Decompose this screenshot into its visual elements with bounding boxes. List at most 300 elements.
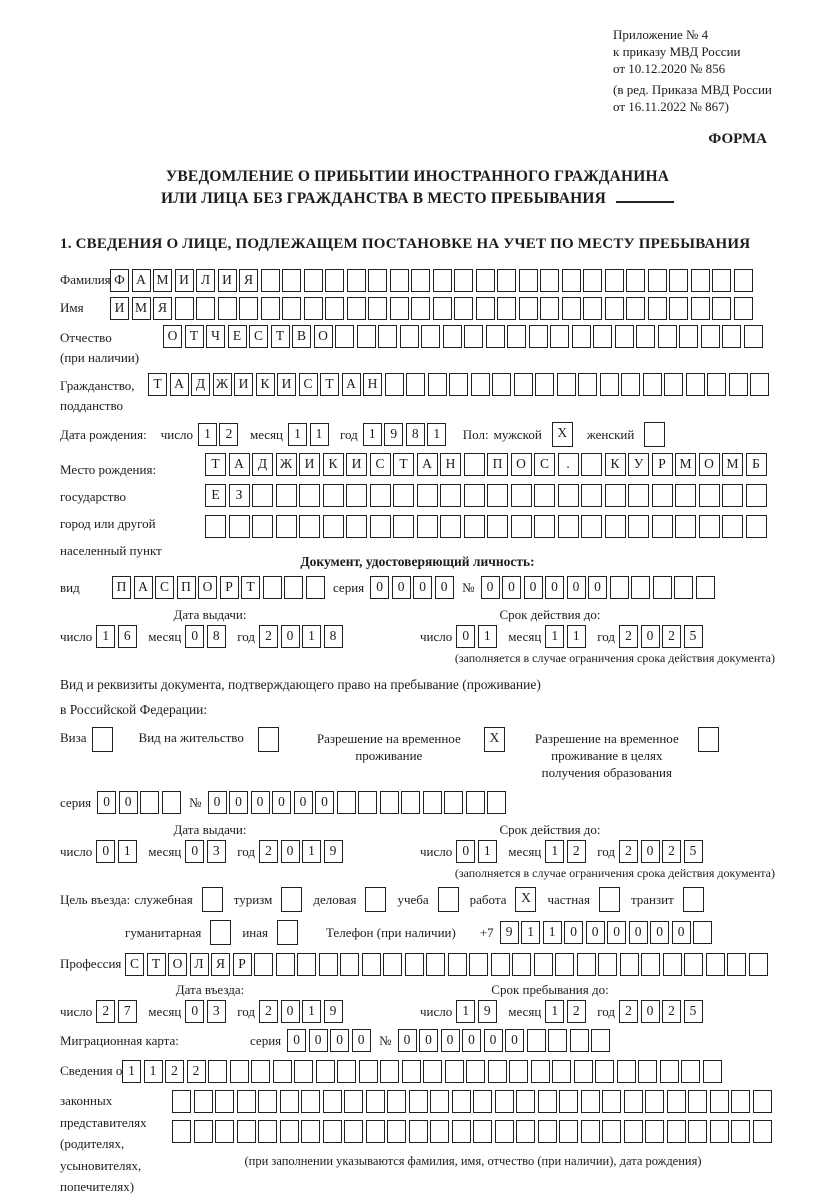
char-cell[interactable] bbox=[559, 1120, 578, 1143]
char-cell[interactable] bbox=[284, 576, 303, 599]
char-cell[interactable]: 0 bbox=[502, 576, 521, 599]
char-cell[interactable]: 0 bbox=[441, 1029, 460, 1052]
char-cell[interactable] bbox=[602, 1120, 621, 1143]
doc-issue-month-cells[interactable] bbox=[185, 625, 228, 648]
char-cell[interactable]: 0 bbox=[185, 625, 204, 648]
char-cell[interactable]: 9 bbox=[478, 1000, 497, 1023]
char-cell[interactable]: 1 bbox=[302, 840, 321, 863]
char-cell[interactable] bbox=[495, 1120, 514, 1143]
char-cell[interactable] bbox=[674, 576, 693, 599]
char-cell[interactable] bbox=[421, 325, 440, 348]
char-cell[interactable] bbox=[358, 791, 377, 814]
char-cell[interactable]: 0 bbox=[413, 576, 432, 599]
char-cell[interactable]: Р bbox=[233, 953, 252, 976]
char-cell[interactable] bbox=[706, 953, 725, 976]
char-cell[interactable]: 2 bbox=[619, 840, 638, 863]
char-cell[interactable] bbox=[261, 297, 280, 320]
char-cell[interactable]: Т bbox=[147, 953, 166, 976]
char-cell[interactable]: 1 bbox=[567, 625, 586, 648]
char-cell[interactable] bbox=[409, 1120, 428, 1143]
char-cell[interactable] bbox=[744, 325, 763, 348]
char-cell[interactable] bbox=[548, 1029, 567, 1052]
char-cell[interactable] bbox=[538, 1120, 557, 1143]
char-cell[interactable]: 1 bbox=[545, 625, 564, 648]
char-cell[interactable] bbox=[683, 887, 704, 912]
char-cell[interactable] bbox=[648, 297, 667, 320]
stay-until-month-cells[interactable] bbox=[545, 1000, 588, 1023]
char-cell[interactable] bbox=[679, 325, 698, 348]
char-cell[interactable] bbox=[644, 422, 665, 447]
char-cell[interactable]: 1 bbox=[478, 840, 497, 863]
char-cell[interactable] bbox=[162, 791, 181, 814]
char-cell[interactable] bbox=[276, 953, 295, 976]
char-cell[interactable]: Ж bbox=[276, 453, 297, 476]
char-cell[interactable] bbox=[464, 515, 485, 538]
char-cell[interactable] bbox=[562, 297, 581, 320]
profession-cells[interactable] bbox=[125, 953, 770, 976]
char-cell[interactable] bbox=[452, 1120, 471, 1143]
char-cell[interactable]: 2 bbox=[662, 1000, 681, 1023]
char-cell[interactable] bbox=[628, 484, 649, 507]
migration-series-cells[interactable] bbox=[287, 1029, 373, 1052]
char-cell[interactable] bbox=[337, 791, 356, 814]
char-cell[interactable] bbox=[550, 325, 569, 348]
char-cell[interactable] bbox=[712, 269, 731, 292]
char-cell[interactable] bbox=[750, 373, 769, 396]
char-cell[interactable] bbox=[405, 953, 424, 976]
char-cell[interactable]: 0 bbox=[398, 1029, 417, 1052]
char-cell[interactable] bbox=[626, 269, 645, 292]
char-cell[interactable] bbox=[252, 484, 273, 507]
char-cell[interactable]: . bbox=[558, 453, 579, 476]
char-cell[interactable] bbox=[535, 373, 554, 396]
char-cell[interactable]: С bbox=[370, 453, 391, 476]
char-cell[interactable] bbox=[511, 484, 532, 507]
char-cell[interactable] bbox=[411, 297, 430, 320]
char-cell[interactable]: 1 bbox=[545, 1000, 564, 1023]
char-cell[interactable] bbox=[710, 1090, 729, 1113]
stay-until-year-cells[interactable] bbox=[619, 1000, 705, 1023]
char-cell[interactable]: Т bbox=[393, 453, 414, 476]
char-cell[interactable]: В bbox=[292, 325, 311, 348]
char-cell[interactable]: 2 bbox=[662, 840, 681, 863]
given-name-cells[interactable] bbox=[110, 297, 755, 320]
char-cell[interactable] bbox=[684, 953, 703, 976]
char-cell[interactable]: Ч bbox=[206, 325, 225, 348]
char-cell[interactable]: 5 bbox=[684, 840, 703, 863]
char-cell[interactable] bbox=[681, 1060, 700, 1083]
stay-valid-month-cells[interactable] bbox=[545, 840, 588, 863]
char-cell[interactable] bbox=[387, 1090, 406, 1113]
char-cell[interactable]: 6 bbox=[118, 625, 137, 648]
char-cell[interactable] bbox=[473, 1090, 492, 1113]
char-cell[interactable]: 1 bbox=[478, 625, 497, 648]
char-cell[interactable]: 1 bbox=[543, 921, 562, 944]
char-cell[interactable] bbox=[529, 325, 548, 348]
char-cell[interactable] bbox=[605, 297, 624, 320]
char-cell[interactable]: X bbox=[552, 422, 573, 447]
char-cell[interactable]: Ж bbox=[213, 373, 232, 396]
birth-month-cells[interactable] bbox=[288, 423, 331, 446]
char-cell[interactable]: 1 bbox=[118, 840, 137, 863]
char-cell[interactable]: С bbox=[155, 576, 174, 599]
char-cell[interactable] bbox=[516, 1120, 535, 1143]
char-cell[interactable]: 5 bbox=[684, 625, 703, 648]
char-cell[interactable] bbox=[252, 515, 273, 538]
char-cell[interactable] bbox=[675, 484, 696, 507]
representatives-row3-cells[interactable] bbox=[172, 1120, 774, 1143]
char-cell[interactable]: 0 bbox=[641, 625, 660, 648]
char-cell[interactable] bbox=[251, 1060, 270, 1083]
char-cell[interactable] bbox=[557, 373, 576, 396]
char-cell[interactable]: 0 bbox=[370, 576, 389, 599]
char-cell[interactable] bbox=[448, 953, 467, 976]
char-cell[interactable] bbox=[380, 791, 399, 814]
char-cell[interactable] bbox=[712, 297, 731, 320]
char-cell[interactable]: 1 bbox=[122, 1060, 141, 1083]
char-cell[interactable]: 0 bbox=[588, 576, 607, 599]
char-cell[interactable] bbox=[304, 297, 323, 320]
char-cell[interactable]: 0 bbox=[309, 1029, 328, 1052]
char-cell[interactable]: 0 bbox=[481, 576, 500, 599]
char-cell[interactable] bbox=[691, 297, 710, 320]
char-cell[interactable]: 5 bbox=[684, 1000, 703, 1023]
char-cell[interactable] bbox=[602, 1090, 621, 1113]
char-cell[interactable] bbox=[387, 1120, 406, 1143]
char-cell[interactable] bbox=[368, 297, 387, 320]
char-cell[interactable]: 2 bbox=[96, 1000, 115, 1023]
char-cell[interactable] bbox=[605, 269, 624, 292]
char-cell[interactable]: О bbox=[699, 453, 720, 476]
char-cell[interactable]: Д bbox=[252, 453, 273, 476]
char-cell[interactable] bbox=[365, 887, 386, 912]
char-cell[interactable] bbox=[686, 373, 705, 396]
char-cell[interactable]: 1 bbox=[302, 1000, 321, 1023]
temp-residence-checkbox[interactable] bbox=[484, 727, 505, 752]
char-cell[interactable] bbox=[464, 325, 483, 348]
char-cell[interactable] bbox=[417, 484, 438, 507]
char-cell[interactable] bbox=[729, 373, 748, 396]
char-cell[interactable] bbox=[346, 515, 367, 538]
char-cell[interactable]: О bbox=[198, 576, 217, 599]
residence-permit-checkbox[interactable] bbox=[258, 727, 279, 752]
char-cell[interactable]: 0 bbox=[567, 576, 586, 599]
char-cell[interactable] bbox=[276, 515, 297, 538]
purpose-private-checkbox[interactable] bbox=[599, 887, 620, 912]
char-cell[interactable] bbox=[574, 1060, 593, 1083]
char-cell[interactable]: Б bbox=[746, 453, 767, 476]
char-cell[interactable]: 0 bbox=[119, 791, 138, 814]
char-cell[interactable]: 1 bbox=[427, 423, 446, 446]
char-cell[interactable] bbox=[519, 269, 538, 292]
char-cell[interactable] bbox=[304, 269, 323, 292]
char-cell[interactable] bbox=[239, 297, 258, 320]
char-cell[interactable] bbox=[443, 325, 462, 348]
char-cell[interactable] bbox=[487, 791, 506, 814]
char-cell[interactable]: 0 bbox=[208, 791, 227, 814]
char-cell[interactable]: 0 bbox=[462, 1029, 481, 1052]
char-cell[interactable]: Т bbox=[271, 325, 290, 348]
char-cell[interactable] bbox=[669, 297, 688, 320]
char-cell[interactable]: 0 bbox=[315, 791, 334, 814]
char-cell[interactable] bbox=[344, 1090, 363, 1113]
char-cell[interactable] bbox=[325, 297, 344, 320]
birth-year-cells[interactable] bbox=[363, 423, 449, 446]
char-cell[interactable] bbox=[366, 1090, 385, 1113]
char-cell[interactable] bbox=[433, 269, 452, 292]
char-cell[interactable] bbox=[282, 297, 301, 320]
char-cell[interactable]: Я bbox=[211, 953, 230, 976]
char-cell[interactable] bbox=[277, 920, 298, 945]
char-cell[interactable] bbox=[417, 515, 438, 538]
char-cell[interactable] bbox=[572, 325, 591, 348]
char-cell[interactable]: К bbox=[323, 453, 344, 476]
char-cell[interactable] bbox=[205, 515, 226, 538]
char-cell[interactable] bbox=[464, 453, 485, 476]
temp-residence-education-checkbox[interactable] bbox=[698, 727, 719, 752]
char-cell[interactable] bbox=[428, 373, 447, 396]
char-cell[interactable]: 1 bbox=[198, 423, 217, 446]
doc-series-cells[interactable] bbox=[370, 576, 456, 599]
birth-place-row2-cells[interactable] bbox=[205, 484, 769, 507]
char-cell[interactable]: У bbox=[628, 453, 649, 476]
char-cell[interactable]: Е bbox=[205, 484, 226, 507]
char-cell[interactable]: И bbox=[299, 453, 320, 476]
char-cell[interactable] bbox=[347, 297, 366, 320]
char-cell[interactable]: 3 bbox=[207, 840, 226, 863]
male-checkbox[interactable] bbox=[552, 422, 573, 447]
char-cell[interactable]: 0 bbox=[641, 840, 660, 863]
purpose-official-checkbox[interactable] bbox=[202, 887, 223, 912]
char-cell[interactable] bbox=[347, 269, 366, 292]
char-cell[interactable]: С bbox=[249, 325, 268, 348]
char-cell[interactable] bbox=[511, 515, 532, 538]
char-cell[interactable] bbox=[393, 515, 414, 538]
char-cell[interactable] bbox=[734, 297, 753, 320]
char-cell[interactable] bbox=[487, 515, 508, 538]
char-cell[interactable]: Я bbox=[153, 297, 172, 320]
char-cell[interactable]: Т bbox=[205, 453, 226, 476]
char-cell[interactable] bbox=[514, 373, 533, 396]
char-cell[interactable] bbox=[390, 269, 409, 292]
char-cell[interactable]: 0 bbox=[97, 791, 116, 814]
char-cell[interactable] bbox=[731, 1120, 750, 1143]
char-cell[interactable] bbox=[593, 325, 612, 348]
char-cell[interactable]: 3 bbox=[207, 1000, 226, 1023]
char-cell[interactable] bbox=[746, 515, 767, 538]
char-cell[interactable]: 0 bbox=[629, 921, 648, 944]
char-cell[interactable] bbox=[621, 373, 640, 396]
char-cell[interactable] bbox=[643, 373, 662, 396]
char-cell[interactable] bbox=[426, 953, 445, 976]
char-cell[interactable]: 0 bbox=[505, 1029, 524, 1052]
char-cell[interactable]: И bbox=[277, 373, 296, 396]
char-cell[interactable] bbox=[423, 1060, 442, 1083]
char-cell[interactable] bbox=[558, 484, 579, 507]
char-cell[interactable]: Д bbox=[191, 373, 210, 396]
char-cell[interactable] bbox=[433, 297, 452, 320]
char-cell[interactable] bbox=[469, 953, 488, 976]
doc-valid-day-cells[interactable] bbox=[456, 625, 499, 648]
doc-type-cells[interactable] bbox=[112, 576, 327, 599]
char-cell[interactable]: 9 bbox=[324, 840, 343, 863]
char-cell[interactable]: Ф bbox=[110, 269, 129, 292]
char-cell[interactable] bbox=[215, 1090, 234, 1113]
doc-valid-month-cells[interactable] bbox=[545, 625, 588, 648]
char-cell[interactable] bbox=[276, 484, 297, 507]
purpose-work-checkbox[interactable] bbox=[515, 887, 536, 912]
char-cell[interactable] bbox=[699, 515, 720, 538]
char-cell[interactable] bbox=[378, 325, 397, 348]
char-cell[interactable]: Т bbox=[241, 576, 260, 599]
char-cell[interactable] bbox=[669, 269, 688, 292]
stay-issue-month-cells[interactable] bbox=[185, 840, 228, 863]
representatives-row1-cells[interactable] bbox=[122, 1060, 724, 1083]
char-cell[interactable]: 0 bbox=[185, 1000, 204, 1023]
birth-place-row1-cells[interactable] bbox=[205, 453, 769, 476]
char-cell[interactable] bbox=[409, 1090, 428, 1113]
char-cell[interactable] bbox=[591, 1029, 610, 1052]
representatives-row2-cells[interactable] bbox=[172, 1090, 774, 1113]
stay-valid-year-cells[interactable] bbox=[619, 840, 705, 863]
char-cell[interactable] bbox=[626, 297, 645, 320]
char-cell[interactable] bbox=[749, 953, 768, 976]
char-cell[interactable] bbox=[323, 484, 344, 507]
char-cell[interactable]: 0 bbox=[672, 921, 691, 944]
char-cell[interactable] bbox=[208, 1060, 227, 1083]
char-cell[interactable] bbox=[316, 1060, 335, 1083]
doc-issue-day-cells[interactable] bbox=[96, 625, 139, 648]
char-cell[interactable] bbox=[370, 515, 391, 538]
char-cell[interactable] bbox=[172, 1090, 191, 1113]
char-cell[interactable] bbox=[753, 1120, 772, 1143]
char-cell[interactable] bbox=[753, 1090, 772, 1113]
female-checkbox[interactable] bbox=[644, 422, 665, 447]
char-cell[interactable]: 2 bbox=[567, 840, 586, 863]
char-cell[interactable] bbox=[538, 1090, 557, 1113]
char-cell[interactable]: 0 bbox=[524, 576, 543, 599]
char-cell[interactable]: 1 bbox=[456, 1000, 475, 1023]
char-cell[interactable] bbox=[552, 1060, 571, 1083]
char-cell[interactable] bbox=[698, 727, 719, 752]
char-cell[interactable] bbox=[362, 953, 381, 976]
char-cell[interactable]: 1 bbox=[144, 1060, 163, 1083]
char-cell[interactable] bbox=[599, 887, 620, 912]
char-cell[interactable] bbox=[258, 1090, 277, 1113]
char-cell[interactable] bbox=[466, 791, 485, 814]
char-cell[interactable] bbox=[696, 576, 715, 599]
char-cell[interactable]: Р bbox=[220, 576, 239, 599]
char-cell[interactable]: А bbox=[134, 576, 153, 599]
char-cell[interactable] bbox=[578, 373, 597, 396]
char-cell[interactable]: 0 bbox=[650, 921, 669, 944]
char-cell[interactable] bbox=[492, 373, 511, 396]
char-cell[interactable]: А bbox=[132, 269, 151, 292]
char-cell[interactable] bbox=[306, 576, 325, 599]
char-cell[interactable] bbox=[323, 1120, 342, 1143]
char-cell[interactable]: Я bbox=[239, 269, 258, 292]
char-cell[interactable]: 0 bbox=[586, 921, 605, 944]
char-cell[interactable]: 9 bbox=[500, 921, 519, 944]
char-cell[interactable] bbox=[476, 297, 495, 320]
char-cell[interactable] bbox=[323, 1090, 342, 1113]
char-cell[interactable]: 1 bbox=[96, 625, 115, 648]
char-cell[interactable]: К bbox=[256, 373, 275, 396]
char-cell[interactable] bbox=[581, 484, 602, 507]
char-cell[interactable]: 0 bbox=[484, 1029, 503, 1052]
visa-checkbox[interactable] bbox=[92, 727, 113, 752]
char-cell[interactable] bbox=[581, 453, 602, 476]
char-cell[interactable] bbox=[509, 1060, 528, 1083]
char-cell[interactable]: К bbox=[605, 453, 626, 476]
char-cell[interactable] bbox=[731, 1090, 750, 1113]
char-cell[interactable] bbox=[615, 325, 634, 348]
char-cell[interactable] bbox=[258, 1120, 277, 1143]
char-cell[interactable]: М bbox=[675, 453, 696, 476]
purpose-business-checkbox[interactable] bbox=[365, 887, 386, 912]
stay-number-cells[interactable] bbox=[208, 791, 509, 814]
char-cell[interactable]: С bbox=[299, 373, 318, 396]
char-cell[interactable] bbox=[598, 953, 617, 976]
char-cell[interactable] bbox=[722, 325, 741, 348]
char-cell[interactable] bbox=[218, 297, 237, 320]
char-cell[interactable] bbox=[519, 297, 538, 320]
char-cell[interactable]: 2 bbox=[219, 423, 238, 446]
char-cell[interactable] bbox=[325, 269, 344, 292]
char-cell[interactable] bbox=[722, 515, 743, 538]
char-cell[interactable] bbox=[734, 269, 753, 292]
char-cell[interactable]: 1 bbox=[302, 625, 321, 648]
purpose-other-checkbox[interactable] bbox=[277, 920, 298, 945]
char-cell[interactable] bbox=[385, 373, 404, 396]
char-cell[interactable] bbox=[641, 953, 660, 976]
char-cell[interactable] bbox=[746, 484, 767, 507]
char-cell[interactable] bbox=[583, 297, 602, 320]
char-cell[interactable] bbox=[486, 325, 505, 348]
char-cell[interactable] bbox=[570, 1029, 589, 1052]
char-cell[interactable] bbox=[562, 269, 581, 292]
char-cell[interactable] bbox=[454, 269, 473, 292]
char-cell[interactable] bbox=[263, 576, 282, 599]
char-cell[interactable] bbox=[701, 325, 720, 348]
char-cell[interactable] bbox=[280, 1090, 299, 1113]
char-cell[interactable]: 0 bbox=[330, 1029, 349, 1052]
stay-until-day-cells[interactable] bbox=[456, 1000, 499, 1023]
char-cell[interactable]: 1 bbox=[310, 423, 329, 446]
char-cell[interactable]: X bbox=[515, 887, 536, 912]
char-cell[interactable]: 9 bbox=[384, 423, 403, 446]
char-cell[interactable]: 2 bbox=[259, 840, 278, 863]
char-cell[interactable]: М bbox=[153, 269, 172, 292]
char-cell[interactable]: И bbox=[346, 453, 367, 476]
char-cell[interactable] bbox=[628, 515, 649, 538]
char-cell[interactable]: Е bbox=[228, 325, 247, 348]
char-cell[interactable] bbox=[558, 515, 579, 538]
stay-valid-day-cells[interactable] bbox=[456, 840, 499, 863]
char-cell[interactable] bbox=[299, 515, 320, 538]
char-cell[interactable] bbox=[638, 1060, 657, 1083]
char-cell[interactable]: 0 bbox=[96, 840, 115, 863]
char-cell[interactable] bbox=[722, 484, 743, 507]
char-cell[interactable] bbox=[645, 1120, 664, 1143]
char-cell[interactable] bbox=[194, 1090, 213, 1113]
char-cell[interactable] bbox=[258, 727, 279, 752]
char-cell[interactable]: Т bbox=[148, 373, 167, 396]
char-cell[interactable]: П bbox=[487, 453, 508, 476]
char-cell[interactable] bbox=[667, 1120, 686, 1143]
char-cell[interactable]: 0 bbox=[281, 625, 300, 648]
char-cell[interactable] bbox=[703, 1060, 722, 1083]
